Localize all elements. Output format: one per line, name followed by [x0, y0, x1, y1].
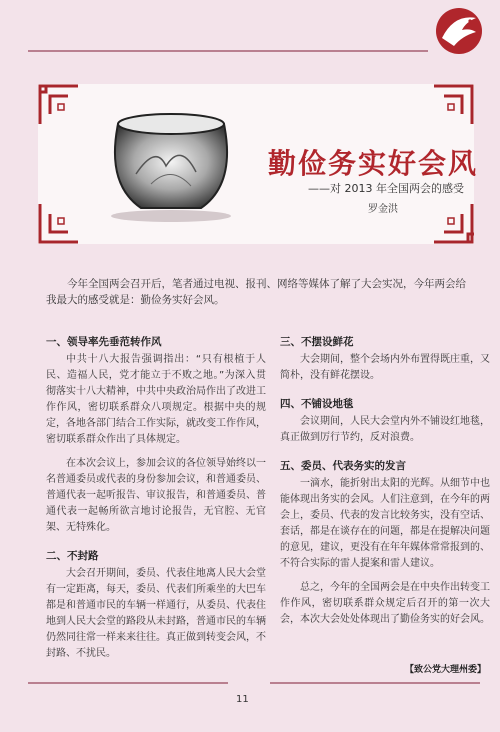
section-paragraph: 大会召开期间，委员、代表住地离人民大会堂有一定距离，每天，委员、代表们所乘坐的大巴车都是和普通市民的车辆一样通行，从委员、代表住地到人民大会堂的路段从未封路，普通市民的车辆仍然同往常一样来来往往。真正做到转变会风，不封路、不扰民。	[46, 568, 266, 659]
top-rule	[28, 50, 428, 52]
section-paragraph: 中共十八大报告强调指出：“只有根植于人民、造福人民，党才能立于不败之地。”为深入贯彻落实十八大精神，中共中央政治局作出了改进工作作风，密切联系群众八项规定。根据中央的规定，各地各部门结合工作实际，就改变工作作风，密切联系群众作出了具体规定。	[46, 354, 266, 445]
bottom-rule-left	[28, 682, 228, 684]
section-heading: 一、领导率先垂范转作风	[46, 336, 162, 348]
section-heading: 三、不摆设鲜花	[280, 336, 354, 348]
bottom-rule-right	[270, 682, 480, 684]
section-heading: 二、不封路	[46, 550, 99, 562]
left-column	[46, 334, 266, 670]
section-paragraph: 大会期间，整个会场内外布置得既庄重，又简朴，没有鲜花摆设。	[280, 354, 490, 381]
bird-logo-icon	[432, 6, 486, 56]
article-banner	[38, 84, 479, 244]
article-title: 勤俭务实好会风	[268, 147, 479, 180]
section-paragraph: 会议期间，人民大会堂内外不铺设红地毯，真正做到厉行节约，反对浪费。	[280, 416, 490, 443]
section-heading: 四、不铺设地毯	[280, 398, 354, 410]
page-number: 11	[236, 694, 249, 705]
right-column	[280, 334, 490, 636]
source-credit: 【致公党大理州委】	[404, 665, 486, 675]
section-heading: 五、委员、代表务实的发言	[280, 460, 406, 472]
section-paragraph: 总之，今年的全国两会是在中央作出转变工作作风，密切联系群众规定后召开的第一次大会，本次大会处处体现出了勤俭务实的好会风。	[280, 582, 490, 625]
article-subtitle: ——对 2013 年全国两会的感受	[308, 182, 464, 195]
intro-paragraph: 今年全国两会召开后，笔者通过电视、报刊、网络等媒体了解了大会实况，今年两会给我最大的感受就是：勤俭务实好会风。	[46, 278, 466, 306]
section-paragraph: 一滴水，能折射出太阳的光辉。从细节中也能体现出务实的会风。人们注意到，在今年的两会上，委员、代表的发言比较务实，没有空话、套话，都是在谈存在的问题，都是在提解决问题的意见，建议，更没有在年年媒体常常报到的、不符合实际的雷人提案和雷人建议。	[280, 478, 490, 569]
article-author: 罗金洪	[368, 204, 398, 215]
section-paragraph: 在本次会议上，参加会议的各位领导始终以一名普通委员或代表的身份参加会议，和普通委员、普通代表一起听报告、审议报告，和普通委员、普通代表一起畅所欲言地讨论报告，无官腔、无官架、无特殊化。	[46, 458, 266, 533]
glass-bowl-image	[96, 104, 246, 224]
